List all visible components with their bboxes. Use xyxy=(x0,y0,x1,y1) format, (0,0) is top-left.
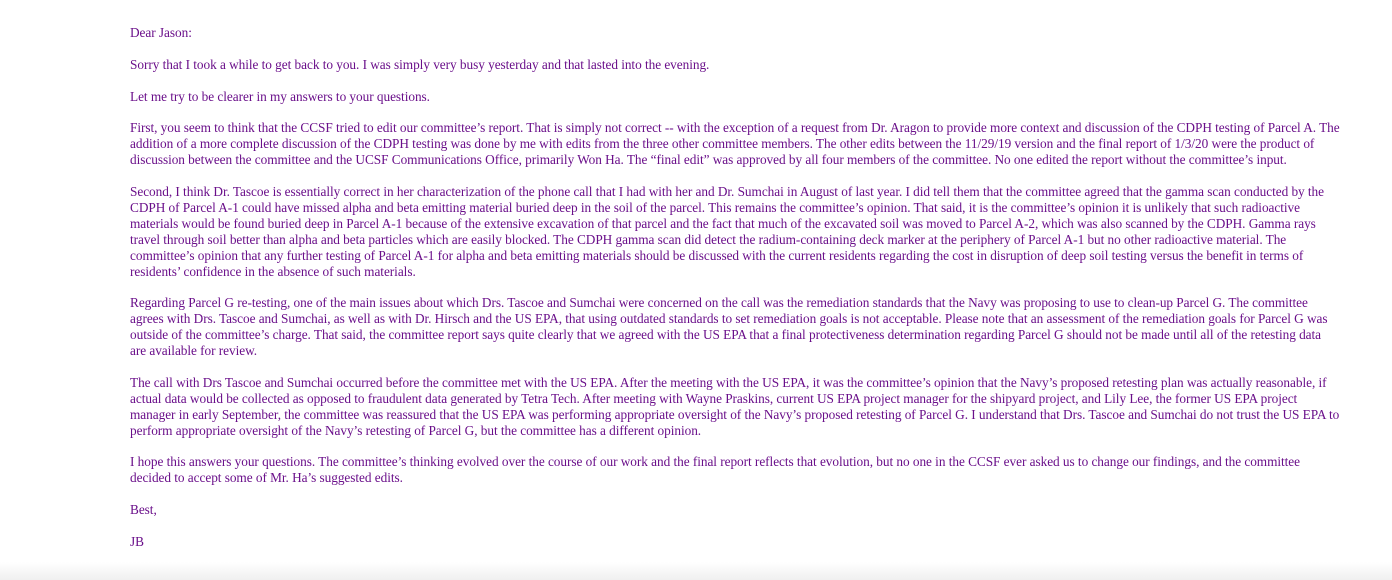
email-body xyxy=(130,25,1340,550)
bottom-edge-shade xyxy=(0,562,1392,580)
paragraph-parcel-a1: Second, I think Dr. Tascoe is essentially correct in her characterization of the phone call that I had with her and Dr. Sumchai in August of last year. I did tell them that the committee agreed that the gamma scan conducted by the CDPH of Parcel A-1 could have missed alpha and beta emitting material buried deep in the soil of the parcel. This remains the committee’s opinion. That said, it is the committee’s opinion it is unlikely that such radioactive materials would be found buried deep in Parcel A-1 because of the extensive excavation of that parcel and the fact that much of the excavated soil was moved to Parcel A-2, which was also scanned by the CDPH. Gamma rays travel through soil better than alpha and beta particles which are easily blocked. The CDPH gamma scan did detect the radium-containing deck marker at the periphery of Parcel A-1 but no other radioactive material. The committee’s opinion that any further testing of Parcel A-1 for alpha and beta emitting materials should be discussed with the current residents regarding the cost in disruption of deep soil testing versus the benefit in terms of residents’ confidence in the absence of such materials. xyxy=(130,184,1325,279)
paragraph-conclusion: I hope this answers your questions. The committee’s thinking evolved over the course of our work and the final report reflects that evolution, but no one in the CCSF ever asked us to change our findings, and the committee decided to accept some of Mr. Ha’s suggested edits. xyxy=(130,454,1301,486)
paragraph-report-edits: First, you seem to think that the CCSF tried to edit our committee’s report. That is simply not correct -- with the exception of a request from Dr. Aragon to provide more context and discussion of the CDPH testing of Parcel A. The addition of a more complete discussion of the CDPH testing was done by me with edits from the three other committee members. The other edits between the 11/29/19 version and the final report of 1/3/20 were the product of discussion between the committee and the UCSF Communications Office, primarily Won Ha. The “final edit” was approved by all four members of the committee. No one edited the report without the committee’s input. xyxy=(130,120,1340,168)
paragraph-epa-meeting: The call with Drs Tascoe and Sumchai occurred before the committee met with the US EPA. After the meeting with the US EPA, it was the committee’s opinion that the Navy’s proposed retesting plan was actually reasonable, if actual data would be collected as opposed to fraudulent data generated by Tetra Tech. After meeting with Wayne Praskins, current US EPA project manager for the shipyard project, and Lily Lee, the former US EPA project manager in early September, the committee was reassured that the US EPA was performing appropriate oversight of the Navy’s proposed retesting of Parcel G. I understand that Drs. Tascoe and Sumchai do not trust the US EPA to perform appropriate oversight of the Navy’s retesting of Parcel G, but the committee has a different opinion. xyxy=(130,374,1340,438)
salutation: Dear Jason: xyxy=(130,25,192,40)
closing: Best, xyxy=(130,502,157,518)
paragraph-apology: Sorry that I took a while to get back to you. I was simply very busy yesterday and that lasted into the evening. xyxy=(130,56,710,72)
paragraph-parcel-g-retesting: Regarding Parcel G re-testing, one of the main issues about which Drs. Tascoe and Sumchai were concerned on the call was the remediation standards that the Navy was proposing to use to clean-up Parcel G. The committee agrees with Drs. Tascoe and Sumchai, as well as with Dr. Hirsch and the US EPA, that using outdated standards to set remediation goals is not acceptable. Please note that an assessment of the remediation goals for Parcel G was outside of the committee’s charge. That said, the committee report says quite clearly that we agreed with the US EPA that a final protectiveness determination regarding Parcel G should not be made until all of the retesting data are available for review. xyxy=(130,295,1328,359)
signature: JB xyxy=(130,533,144,549)
paragraph-intro: Let me try to be clearer in my answers to your questions. xyxy=(130,88,430,104)
